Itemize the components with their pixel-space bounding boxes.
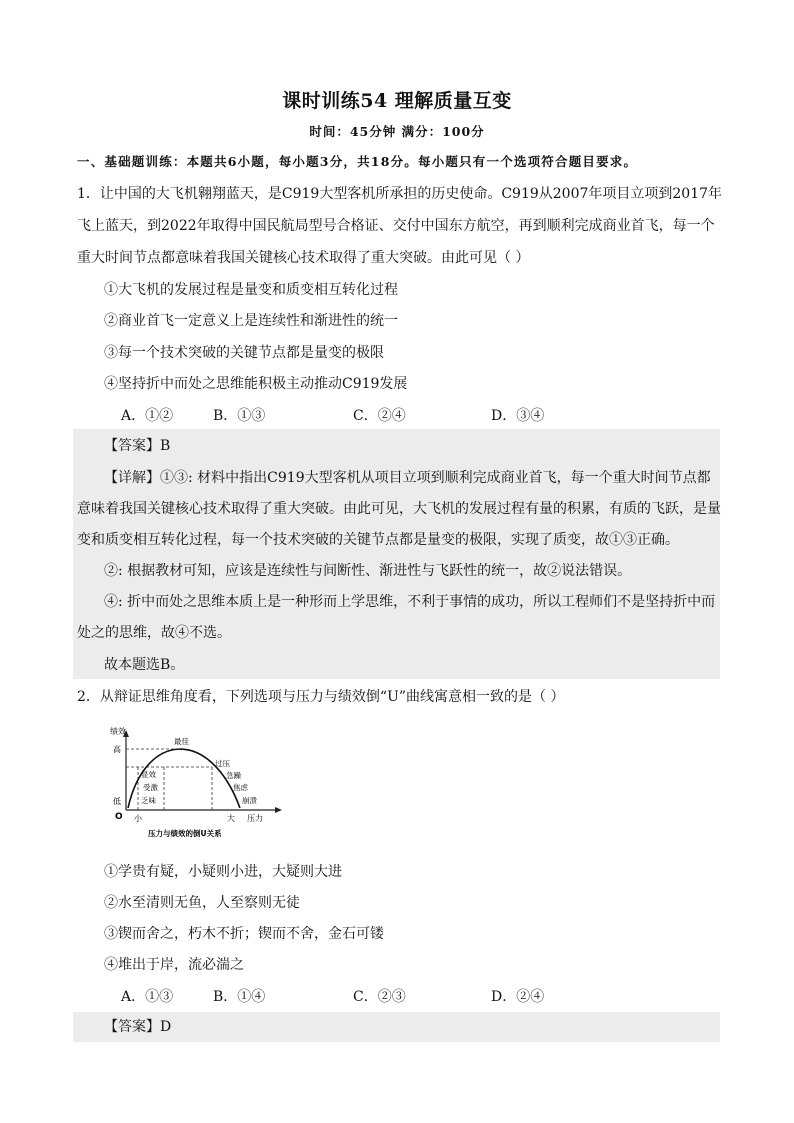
q1-option-b: B．①③ [213, 408, 266, 424]
q1-explanation-line: 意味着我国关键核心技术取得了重大突破。由此可见，大飞机的发展过程有量的积累，有质的飞跃，是量 [77, 501, 721, 517]
peak-label: 最佳 [174, 737, 189, 746]
q1-option-d: D．③④ [491, 408, 545, 424]
page-title: 课时训练54 理解质量互变 [282, 90, 512, 112]
x-label-large: 大 [227, 814, 235, 823]
left-zone-label: 乏味 [141, 796, 156, 805]
x-label-small: 小 [134, 814, 142, 823]
y-label-low: 低 [113, 797, 121, 806]
q2-option-c: C．②③ [353, 989, 406, 1005]
q1-stem-line: 1．让中国的大飞机翱翔蓝天，是C919大型客机所承担的历史使命。C919从2007年项目立项到2017年 [77, 186, 723, 202]
q1-option-c: C．②④ [353, 408, 406, 424]
q2-option-b: B．①④ [213, 989, 266, 1005]
q1-statement: ④坚持折中而处之思维能积极主动推动C919发展 [104, 376, 408, 392]
q1-stem-line: 重大时间节点都意味着我国关键核心技术取得了重大突破。由此可见（ ） [77, 250, 530, 266]
q1-explanation-line: ②: 根据教材可知，应该是连续性与间断性、渐进性与飞跃性的统一，故②说法错误。 [104, 563, 632, 579]
q2-statement: ③锲而舍之，朽木不折；锲而不舍，金石可镂 [104, 926, 384, 942]
q2-statement: ①学贵有疑，小疑则小进，大疑则大进 [104, 864, 342, 880]
section-heading: 一、基础题训练：本题共6小题，每小题3分，共18分。每小题只有一个选项符合题目要求。 [77, 154, 638, 169]
q1-explanation-line: 故本题选B。 [104, 657, 185, 673]
left-zone-label: 受激 [143, 783, 158, 792]
y-axis-title: 绩效 [110, 727, 126, 736]
q2-option-a: A．①③ [121, 989, 174, 1005]
right-zone-label: 过压 [215, 759, 230, 768]
q1-statement: ①大飞机的发展过程是量变和质变相互转化过程 [104, 282, 398, 298]
q2-stem: 2．从辩证思维角度看，下列选项与压力与绩效倒“U”曲线寓意相一致的是（ ） [77, 689, 565, 705]
q1-stem-line: 飞上蓝天，到2022年取得中国民航局型号合格证、交付中国东方航空，再到顺利完成商业首飞，每一个 [77, 218, 715, 234]
q2-option-d: D．②④ [491, 989, 545, 1005]
q1-explanation-line: 处之的思维，故④不选。 [77, 625, 231, 641]
figure-caption: 压力与绩效的倒U关系 [148, 829, 222, 838]
q2-statement: ②水至清则无鱼，人至察则无徒 [104, 895, 300, 911]
x-axis-arrow-icon [275, 807, 282, 813]
origin-label: O [115, 812, 123, 822]
q1-answer: 【答案】B [104, 438, 171, 454]
x-axis-title: 压力 [247, 814, 263, 823]
right-zone-label: 急躁 [226, 771, 241, 780]
q1-explanation-line: ④: 折中而处之思维本质上是一种形而上学思维，不利于事情的成功，所以工程师们不是坚持折中而 [104, 594, 716, 610]
q2-statement: ④堆出于岸，流必湍之 [104, 957, 244, 973]
y-label-high: 高 [113, 745, 121, 754]
q1-statement: ③每一个技术突破的关键节点都是量变的极限 [104, 345, 384, 361]
q1-explanation-line: 【详解】①③: 材料中指出C919大型客机从项目立项到顺利完成商业首飞，每一个重大时间节点都 [104, 470, 711, 486]
page-subtitle: 时间：45分钟 满分：100分 [309, 124, 485, 139]
q1-option-a: A．①② [121, 408, 174, 424]
left-zone-label: 显效 [141, 770, 156, 779]
q2-answer: 【答案】D [104, 1019, 172, 1035]
q1-statement: ②商业首飞一定意义上是连续性和渐进性的统一 [104, 313, 398, 329]
right-zone-label: 崩溃 [242, 796, 257, 805]
q1-explanation-line: 变和质变相互转化过程，每一个技术突破的关键节点都是量变的极限，实现了质变，故①③正确。 [77, 532, 679, 548]
pressure-performance-figure [100, 722, 290, 844]
right-zone-label: 焦虑 [233, 783, 248, 792]
